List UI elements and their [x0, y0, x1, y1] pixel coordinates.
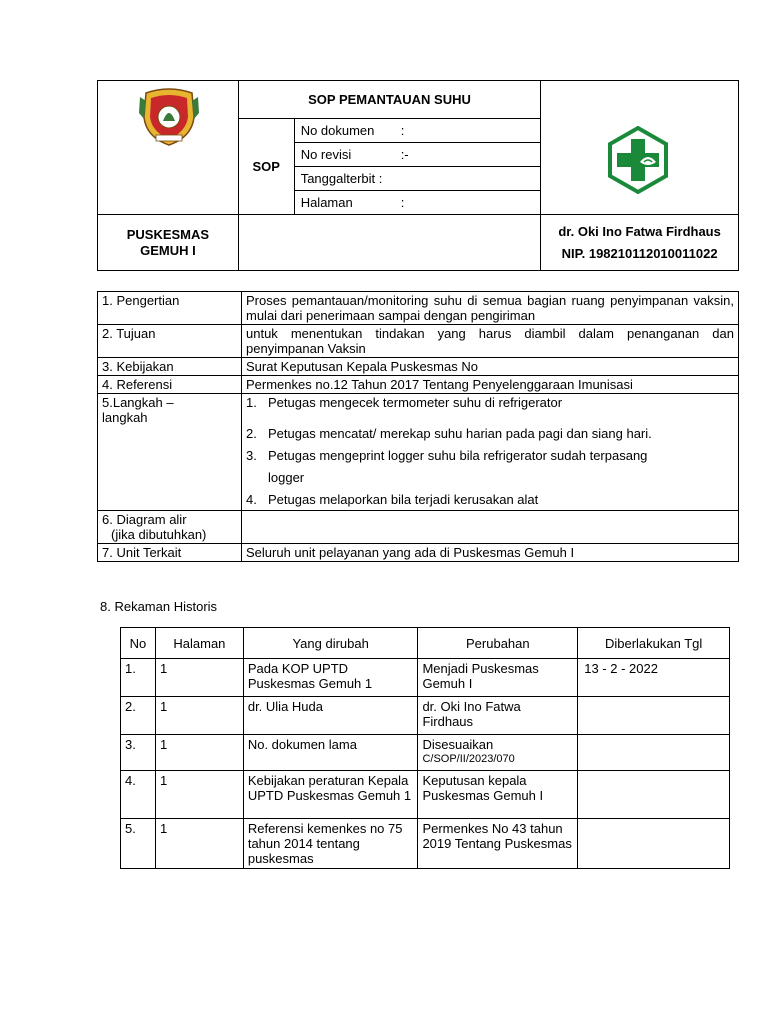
regency-emblem-icon	[136, 87, 202, 147]
column-header: Diberlakukan Tgl	[578, 628, 730, 659]
signer-nip: NIP. 198210112010011022	[561, 245, 718, 261]
signer-name: dr. Oki Ino Fatwa Firdhaus	[558, 223, 721, 239]
column-header: Perubahan	[418, 628, 578, 659]
steps-list	[246, 395, 734, 507]
unit-label: 7. Unit Terkait	[98, 544, 242, 562]
blank-cell	[238, 215, 540, 271]
list-item: 4. Petugas melaporkan bila terjadi kerusakan alat	[246, 492, 539, 507]
table-row: 4. 1 Kebijakan peraturan Kepala UPTD Puskesmas Gemuh 1 Keputusan kepala Puskesmas Gemuh I	[121, 771, 730, 819]
sop-label: SOP	[238, 119, 294, 215]
unit-row	[98, 544, 739, 562]
health-cross-logo-icon	[604, 126, 672, 194]
diagram-row	[98, 511, 739, 544]
column-header: Yang dirubah	[243, 628, 418, 659]
section-text: untuk menentukan tindakan yang harus diambil dalam penanganan dan penyimpanan Vaksin	[242, 325, 739, 358]
steps-list-cell	[242, 394, 739, 511]
steps-label: 5.Langkah – langkah	[98, 394, 242, 511]
history-table	[120, 627, 730, 869]
column-header: No	[121, 628, 156, 659]
history-title: 8. Rekaman Historis	[100, 599, 218, 614]
section-text: Proses pemantauan/monitoring suhu di semua bagian ruang penyimpanan vaksin, mulai dari penerimaan sampai dengan pengiriman	[242, 292, 739, 325]
section-text: Permenkes no.12 Tahun 2017 Tentang Penyelenggaraan Imunisasi	[242, 376, 739, 394]
meta-halaman: Halaman :	[294, 191, 541, 215]
history-header-row	[121, 628, 730, 659]
section-row	[98, 292, 739, 325]
table-row: 2. 1 dr. Ulia Huda dr. Oki Ino Fatwa Firdhaus	[121, 697, 730, 735]
section-label: 4. Referensi	[98, 376, 242, 394]
section-label: 1. Pengertian	[98, 292, 242, 325]
section-row	[98, 325, 739, 358]
table-row: 3. 1 No. dokumen lama Disesuaikan C/SOP/II/2023/070	[121, 735, 730, 771]
diagram-label: 6. Diagram alir (jika dibutuhkan)	[98, 511, 242, 544]
table-row: 1. 1 Pada KOP UPTD Puskesmas Gemuh 1 Menjadi Puskesmas Gemuh I 13 - 2 - 2022	[121, 659, 730, 697]
column-header: Halaman	[155, 628, 243, 659]
steps-row	[98, 394, 739, 511]
unit-text: Seluruh unit pelayanan yang ada di Puskesmas Gemuh I	[242, 544, 739, 562]
organization-name: PUSKESMAS GEMUH I	[98, 215, 239, 271]
section-row	[98, 358, 739, 376]
signer-block	[541, 215, 739, 271]
document-title: SOP PEMANTAUAN SUHU	[238, 81, 540, 119]
meta-no-dokumen: No dokumen :	[294, 119, 541, 143]
section-label: 2. Tujuan	[98, 325, 242, 358]
list-item: 2. Petugas mencatat/ merekap suhu harian pada pagi dan siang hari.	[246, 426, 652, 441]
list-item: 3. Petugas mengeprint logger suhu bila refrigerator sudah terpasang	[246, 448, 648, 463]
sop-content-table	[97, 291, 739, 562]
list-item: logger	[268, 470, 305, 485]
sop-header-table	[97, 80, 739, 271]
regency-logo-cell	[98, 81, 239, 215]
list-item: 1. Petugas mengecek termometer suhu di refrigerator	[246, 395, 563, 410]
section-row	[98, 376, 739, 394]
meta-tanggal-terbit: Tanggalterbit :	[294, 167, 541, 191]
health-logo-cell	[541, 81, 739, 215]
diagram-text	[242, 511, 739, 544]
section-text: Surat Keputusan Kepala Puskesmas No	[242, 358, 739, 376]
table-row: 5. 1 Referensi kemenkes no 75 tahun 2014 tentang puskesmas Permenkes No 43 tahun 2019 Tentang Puskesmas	[121, 819, 730, 869]
meta-no-revisi: No revisi :-	[294, 143, 541, 167]
section-label: 3. Kebijakan	[98, 358, 242, 376]
